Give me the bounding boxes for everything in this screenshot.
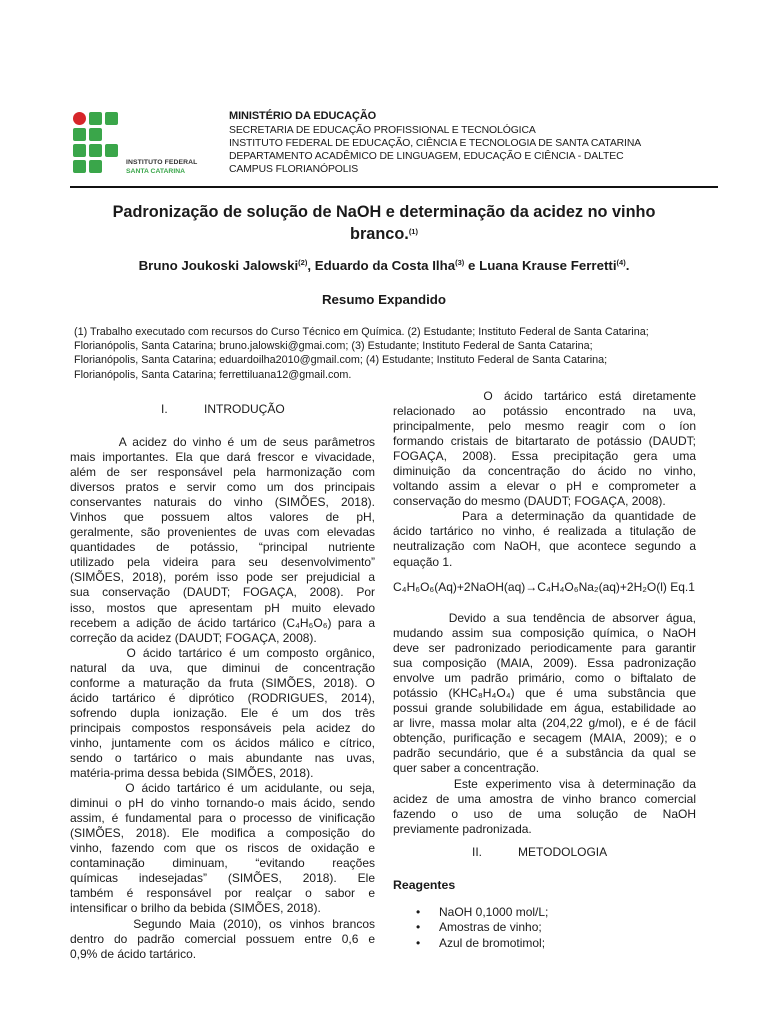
title-footnote-marker: (1) [408,227,418,236]
text-line: sua conservação (DAUDT; FOGAÇA, 2008). Por [70,585,375,600]
text-line: diminuição da concentração do ácido no vinho, [393,464,696,479]
logo-green-square [89,160,102,173]
text-line: relacionado ao potássio encontrado na uva, [393,404,696,419]
header-rule [70,186,718,188]
text-line: geralmente, são provenientes de uvas com elevadas [70,525,375,540]
footnote-line: Florianópolis, Santa Catarina; ferrettiluana12@gmail.com. [74,368,352,381]
text-line: conservantes naturais do vinho (SIMÕES, 2018). [70,495,375,510]
equation-1: C₄H₆O₆(Aq)+2NaOH(aq)→C₄H₄O₆Na₂(aq)+2H₂O(l) Eq.1 [393,580,695,594]
text-line: químicas indesejadas” (SIMÕES, 2018). Ele [70,871,375,886]
text-line: padrão secundário, que é a substância da qual se [393,746,696,761]
text-line: previamente padronizada. [393,821,532,836]
list-item: • NaOH 0,1000 mol/L; [410,905,548,920]
text-line: (SIMÕES, 2018), porém isso pode ser prejudicial a [70,570,375,585]
reagents-heading: Reagentes [393,878,456,892]
logo-red-circle [73,112,86,125]
ministry-heading: MINISTÉRIO DA EDUCAÇÃO [229,110,377,122]
logo-green-square [89,112,102,125]
text-line: FOGAÇA, 2008). Essa precipitação gera uma [393,449,696,464]
text-line: recebem a adição de ácido tartárico (C₄H₆O₆) para a [70,615,375,630]
text-line: diminui o pH do vinho tornando-o mais ácido, sendo [70,796,375,811]
section-title-methodology: METODOLOGIA [518,845,608,859]
author-2: Eduardo da Costa Ilha [314,258,456,273]
footnote-line: Florianópolis, Santa Catarina; eduardoilha2010@gmail.com; (4) Estudante; Instituto Federal de Santa Catarina; [74,354,608,367]
logo-green-square [89,128,102,141]
text-line: O ácido tartárico está diretamente [393,389,696,403]
text-line: deve ser padronizado periodicamente para garantir [393,641,696,656]
right-column-text-a [393,389,696,570]
text-line: ácido tartárico é diprótico (RODRIGUES, 2014), [70,690,375,705]
logo-green-square [89,144,102,157]
text-line: mudando assim sua composição química, o NaOH [393,626,696,641]
text-line: sofrendo dupla ionização. Ele é um dos três [70,705,375,720]
list-item: • Amostras de vinho; [410,920,548,935]
text-line: conforme a maturação da fruta (SIMÕES, 2018). O [70,675,375,690]
institute-logo [72,111,124,181]
list-item: • Azul de bromotimol; [410,936,548,951]
text-line: envolve um padrão primário, como o biftalato de [393,671,696,686]
text-line: quantidades de potássio, “principal nutriente [70,540,375,555]
text-line: obtenção, purificação e secagem (MAIA, 2009); e o [393,731,696,746]
header-line-1: SECRETARIA DE EDUCAÇÃO PROFISSIONAL E TECNOLÓGICA [229,125,536,136]
text-line: dentro do padrão comercial possuem entre 0,6 e [70,931,375,946]
text-line: sua composição (MAIA, 2009). Essa padronização [393,656,696,671]
authors-line [60,258,708,273]
text-line: ar livre, massa molar alta (204,22 g/mol), e é de fácil [393,716,696,731]
text-line: 0,9% de ácido tartárico. [70,946,197,961]
author-separator-1: , [307,258,315,273]
text-line: potássio (KHC₈H₄O₄) que é uma substância que [393,686,696,701]
section-title-intro: INTRODUÇÃO [204,402,285,416]
text-line: conservação do mesmo (DAUDT; FOGAÇA, 2008). [393,494,666,509]
authors-end: . [625,258,630,273]
text-line: intensificar o brilho da bebida (SIMÕES, 2018). [70,901,321,916]
text-line: isso, mostos que apresentam pH muito elevado [70,600,375,615]
text-line: mais importantes. Ela que dará frescor e vivacidade, [70,450,375,465]
text-line: ácido tartárico no vinho, é realizada a titulação de [393,524,696,539]
header-line-4: CAMPUS FLORIANÓPOLIS [229,164,359,175]
text-line: A acidez do vinho é um de seus parâmetros [70,435,375,449]
footnotes [74,325,714,382]
author-1: Bruno Joukoski Jalowski [138,258,299,273]
text-line: fazendo o uso de uma solução de NaOH [393,806,696,821]
text-line: matéria-prima dessa bebida (SIMÕES, 2018). [70,766,314,781]
text-line: vinho, juntamente com os ácidos málico e cítrico, [70,735,375,750]
author-separator-2: e [464,258,480,273]
title-line-1: Padronização de solução de NaOH e determinação da acidez no vinho [112,203,656,221]
author-3-note: (4) [616,258,626,267]
text-line: além de ser responsável pela harmonização com [70,465,375,480]
paper-title [60,202,708,244]
text-line: também é responsável por realçar o sabor e [70,886,375,901]
text-line: Segundo Maia (2010), os vinhos brancos [70,916,375,931]
section-number-intro: I. [161,402,168,416]
text-line: diversos pratos e servir como um dos principais [70,480,375,495]
text-line: natural da uva, que diminui de concentração [70,660,375,675]
logo-green-square [73,144,86,157]
author-3: Luana Krause Ferretti [479,258,617,273]
text-line: principais compostos responsáveis pela acidez do [70,720,375,735]
logo-green-square [105,112,118,125]
title-line-2-text: branco. [350,225,409,243]
author-2-note: (3) [455,258,465,267]
text-line: vinho, fazendo com que os riscos de oxidação e [70,841,375,856]
text-line: O ácido tartárico é um acidulante, ou seja, [70,781,375,796]
footnote-line: (1) Trabalho executado com recursos do Curso Técnico em Química. (2) Estudante; Instituto Federal de Santa Catarina; [74,326,649,338]
text-line: principalmente, pelo mesmo reagir com o íon [393,419,696,434]
text-line: (SIMÕES, 2018). Ele modifica a composição do [70,826,375,841]
footnote-line: Florianópolis, Santa Catarina; bruno.jalowski@gmai.com; (3) Estudante; Instituto Federal de Santa Catarina; [74,340,593,353]
document-type: Resumo Expandido [321,292,447,307]
text-line: equação 1. [393,554,453,569]
logo-green-square [73,128,86,141]
text-line: neutralização com NaOH, que acontece segundo a [393,539,696,554]
text-line: correção da acidez (DAUDT; FOGAÇA, 2008). [70,630,317,645]
text-line: assim, é fundamental para o processo de vinificação [70,811,375,826]
text-line: Este experimento visa à determinação da [393,776,696,791]
section-number-methodology: II. [472,845,483,859]
author-1-note: (2) [298,258,308,267]
reagents-list [410,905,548,951]
text-line: Vinhos que possuem altos valores de pH, [70,510,375,525]
title-line-2 [60,222,708,244]
logo-green-square [73,160,86,173]
text-line: Para a determinação da quantidade de [393,509,696,524]
logo-text-line1: INSTITUTO FEDERAL [126,159,198,166]
text-line: utilizado pela videira para seu desenvolvimento” [70,555,375,570]
logo-text-line2: SANTA CATARINA [126,168,186,175]
text-line: voltando assim a elevar o pH e comprometer a [393,479,696,494]
text-line: formando cristais de bitartarato de potássio (DAUDT; [393,434,696,449]
header-line-3: DEPARTAMENTO ACADÊMICO DE LINGUAGEM, EDUCAÇÃO E CIÊNCIA - DALTEC [229,151,624,162]
text-line: Devido a sua tendência de absorver água, [393,611,696,625]
text-line: O ácido tartárico é um composto orgânico, [70,645,375,660]
logo-green-square [105,144,118,157]
text-line: possui grande solubilidade em água, estabilidade ao [393,701,696,716]
text-line: contaminação diminuam, “evitando reações [70,856,375,871]
text-line: sendo o tartárico o mais abundante nas uvas, [70,750,375,765]
header-line-2: INSTITUTO FEDERAL DE EDUCAÇÃO, CIÊNCIA E TECNOLOGIA DE SANTA CATARINA [229,138,642,149]
left-column-text [70,435,375,962]
text-line: acidez de uma amostra de vinho branco comercial [393,791,696,806]
right-column-text-b [393,611,696,837]
text-line: quer saber a concentração. [393,761,540,776]
